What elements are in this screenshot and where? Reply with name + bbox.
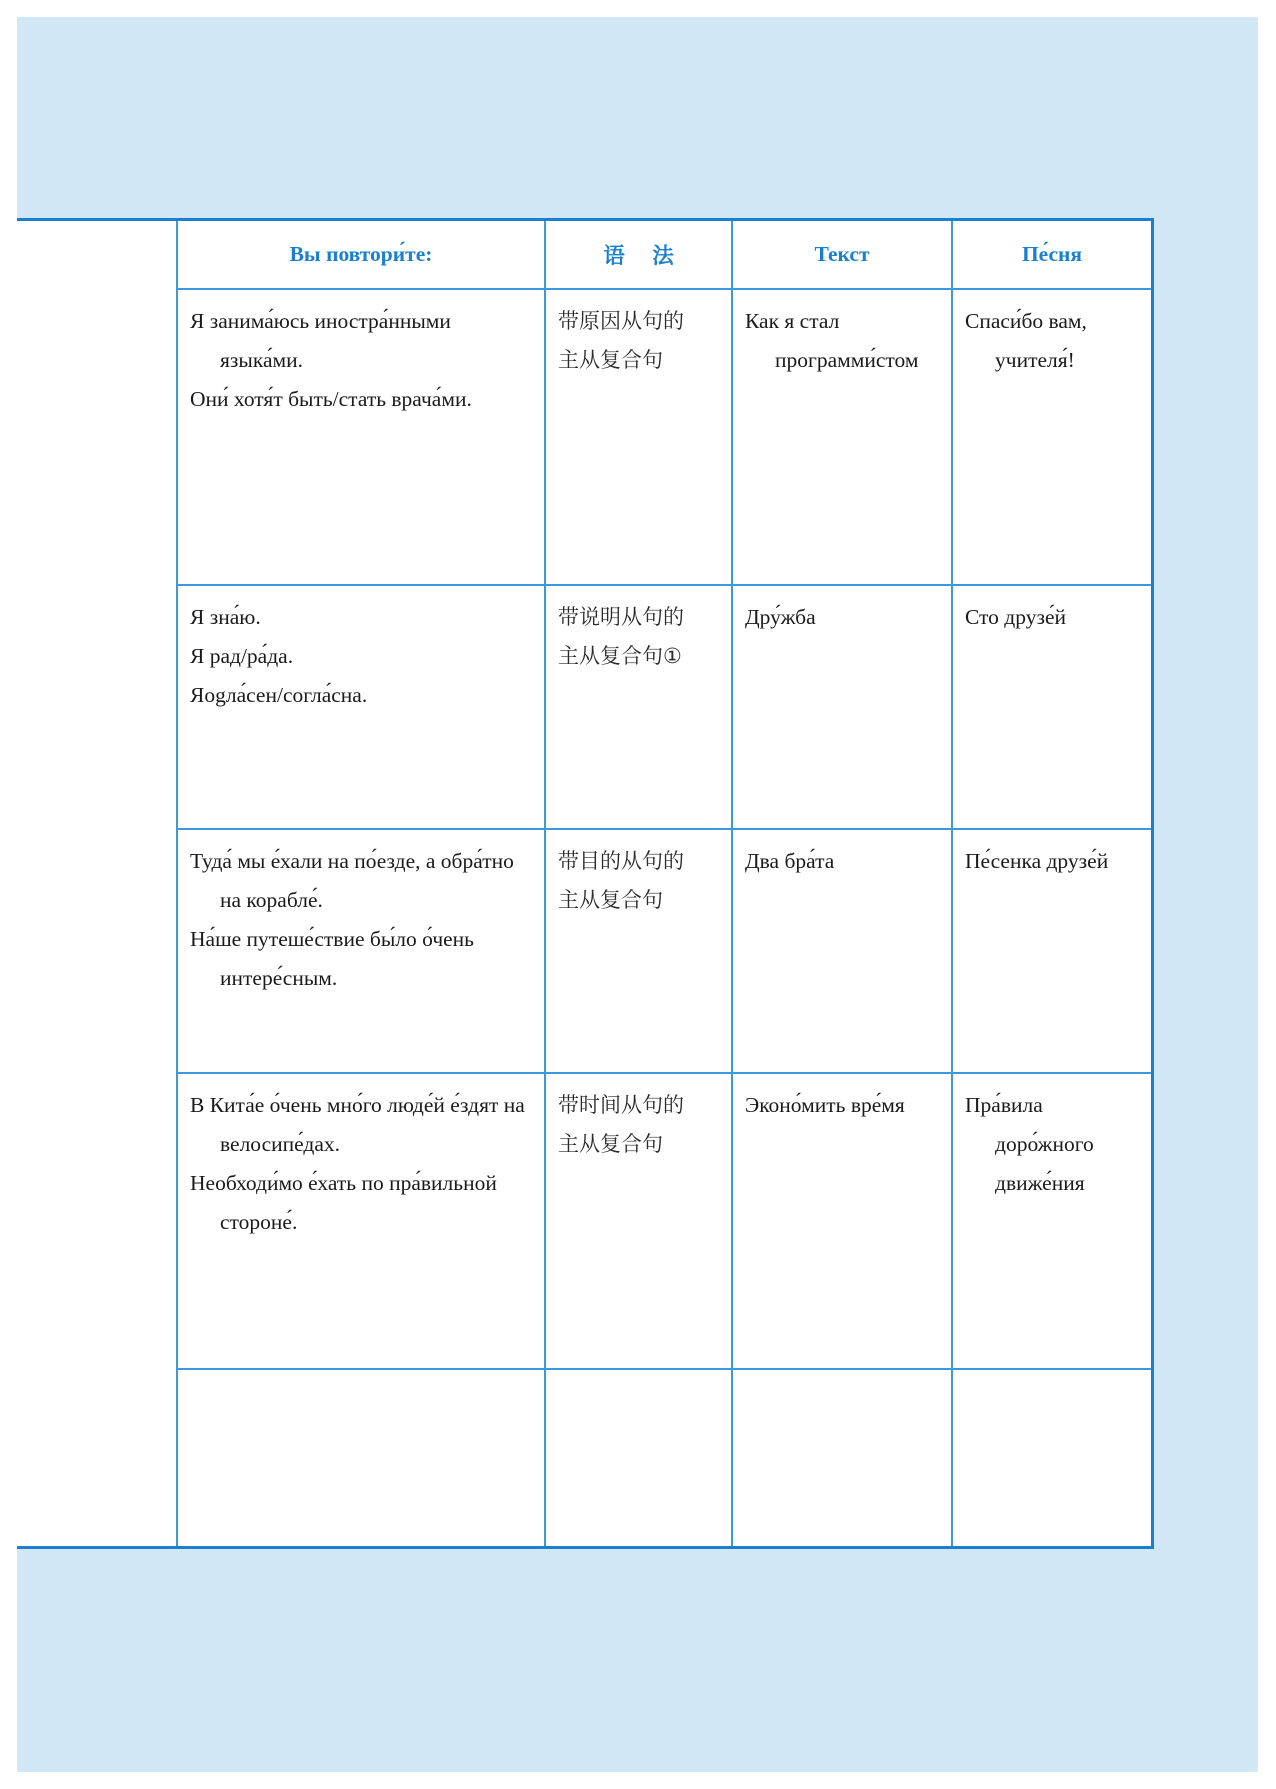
grammar-line: 主从复合句: [558, 348, 663, 372]
grammar-line: 主从复合句: [558, 888, 663, 912]
repeat-sentence: Я зна́ю.: [190, 605, 261, 629]
repeat-sentence: Я рад/ра́да.: [190, 644, 294, 668]
table-cell-song: [953, 586, 1151, 828]
table-cell-repeat-empty: [178, 1370, 544, 1546]
table-cell-grammar: [546, 586, 731, 828]
table-cell-grammar: [546, 1074, 731, 1368]
repeat-sentence: Я занима́юсь иностра́нными языка́ми.: [190, 309, 451, 372]
repeat-sentence: В Кита́е о́чень мно́го люде́й е́здят на велосипе́дах.: [190, 1093, 525, 1156]
repeat-sentence: На́ше путеше́ствие бы́ло о́чень интере́сным.: [190, 927, 474, 990]
repeat-sentence: Туда́ мы е́хали на по́езде, а обра́тно на корабле́.: [190, 849, 514, 912]
table-cell-song: [953, 1074, 1151, 1368]
text-title: Эконо́мить вре́мя: [745, 1093, 905, 1117]
table-cell-text: [733, 1074, 951, 1368]
song-title: Сто друзе́й: [965, 605, 1066, 629]
table-cell-grammar-empty: [546, 1370, 731, 1546]
table-cell-text: [733, 830, 951, 1072]
table-cell-grammar: [546, 290, 731, 584]
repeat-sentence: Яogла́сен/согла́сна.: [190, 683, 368, 707]
grammar-line: 带时间从句的: [558, 1093, 684, 1117]
table-cell-repeat: [178, 586, 544, 828]
table-cell-repeat: [178, 1074, 544, 1368]
table-cell-text: [733, 290, 951, 584]
header-repeat: Вы повтори́те:: [289, 242, 433, 266]
header-grammar: 语 法: [603, 244, 684, 269]
table-cell-text: [733, 586, 951, 828]
grammar-line: 带目的从句的: [558, 849, 684, 873]
header-text: Текст: [814, 242, 870, 266]
grammar-line: 主从复合句: [558, 1132, 663, 1156]
table-cell-song-empty: [953, 1370, 1151, 1546]
grammar-line: 带原因从句的: [558, 309, 684, 333]
review-table: [176, 221, 1151, 1546]
table-cell-repeat: [178, 290, 544, 584]
table-cell-repeat: [178, 830, 544, 1072]
repeat-sentence: Они́ хотя́т быть/стать врача́ми.: [190, 387, 472, 411]
table-cell-song: [953, 830, 1151, 1072]
song-title: Пра́вила доро́жного движе́ния: [965, 1093, 1094, 1195]
table-cell-grammar: [546, 830, 731, 1072]
header-song: Пе́сня: [1021, 242, 1083, 266]
song-title: Пе́сенка друзе́й: [965, 849, 1109, 873]
song-title: Спаси́бо вам, учителя́!: [965, 309, 1087, 372]
grammar-line: 主从复合句①: [558, 644, 682, 668]
table-cell-text-empty: [733, 1370, 951, 1546]
text-title: Как я стал программи́стом: [745, 309, 919, 372]
text-title: Два бра́та: [745, 849, 835, 873]
grammar-line: 带说明从句的: [558, 605, 684, 629]
repeat-sentence: Необходи́мо е́хать по пра́вильной стороне́.: [190, 1171, 497, 1234]
text-title: Дру́жба: [745, 605, 816, 629]
table-cell-song: [953, 290, 1151, 584]
